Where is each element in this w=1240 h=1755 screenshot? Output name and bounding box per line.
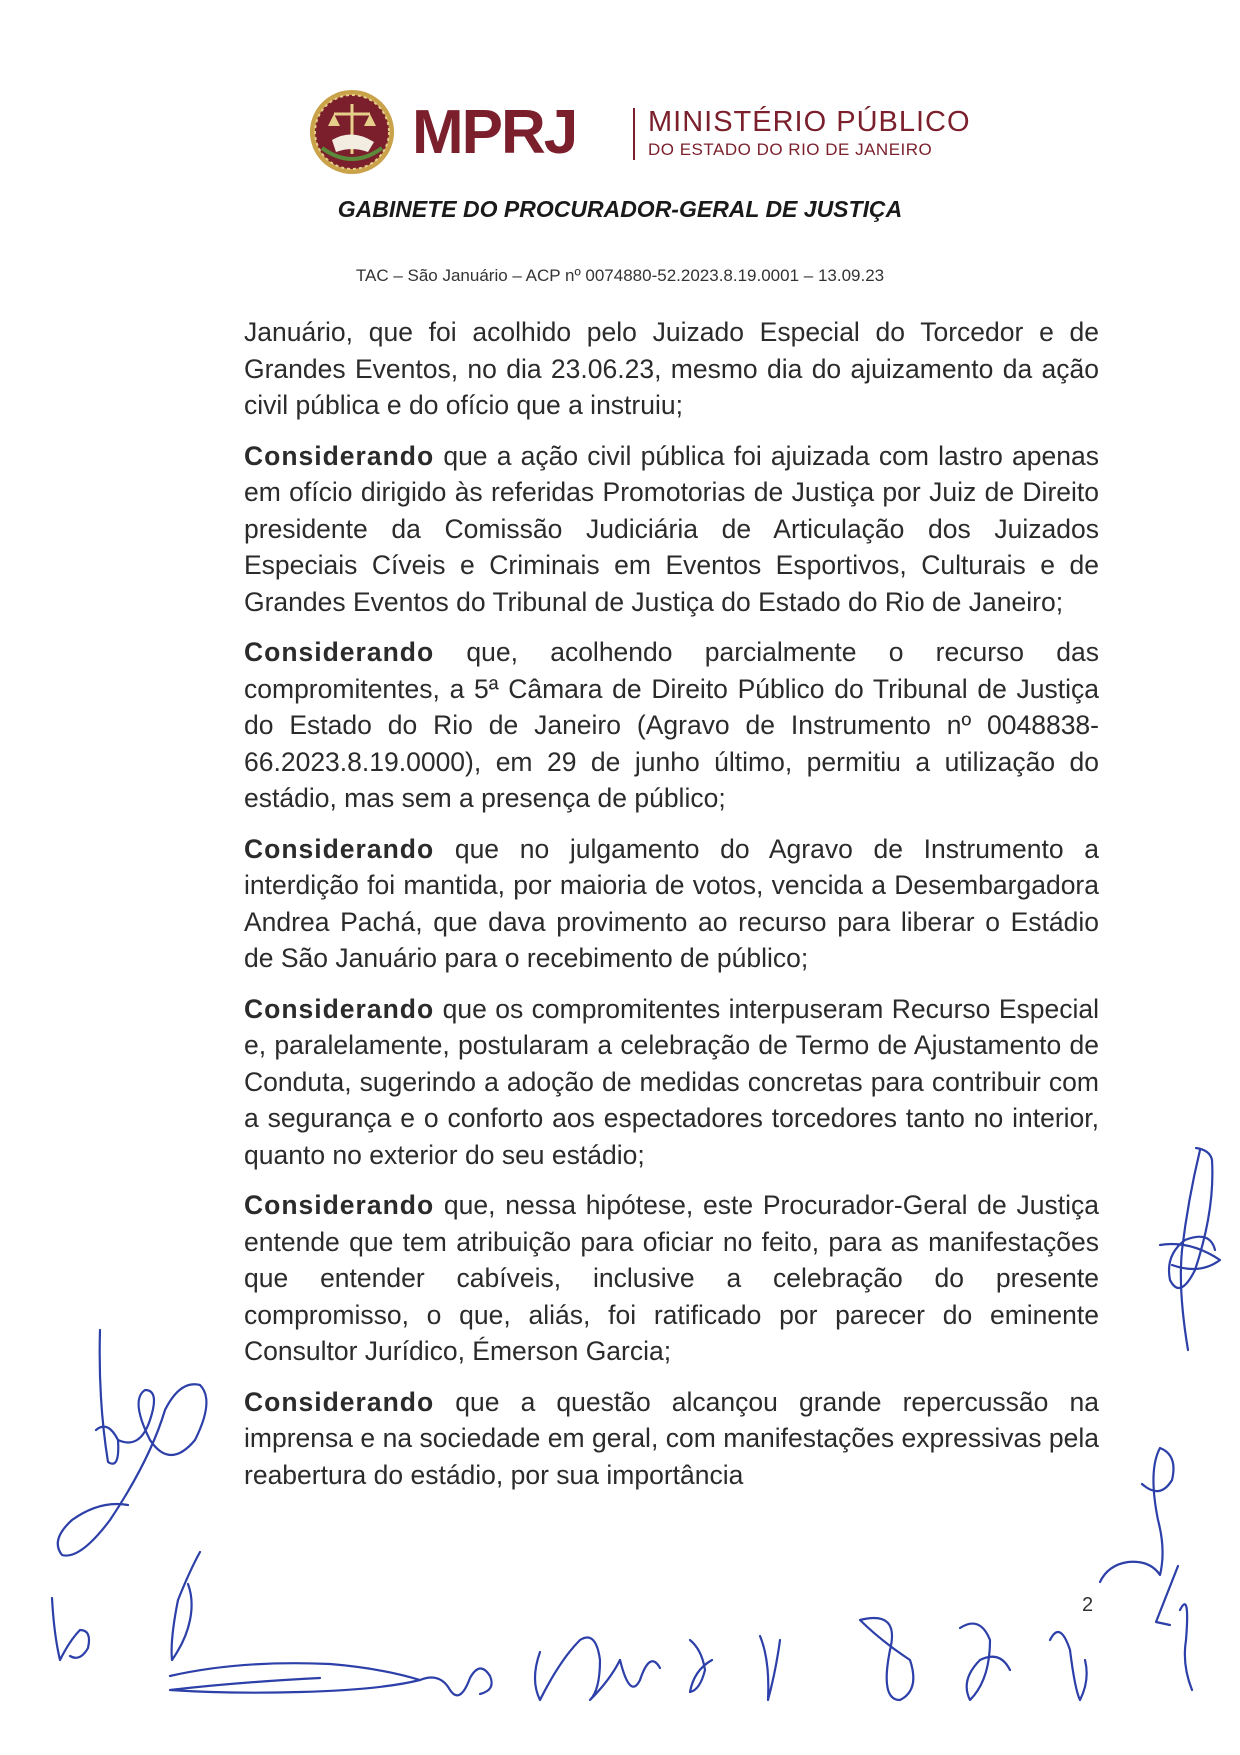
initial-mark [420,1668,492,1695]
initial-mark [58,1384,207,1555]
paragraph-text: que, acolhendo parcialmente o recurso das compromitentes, a 5ª Câmara de Direito Público do Tribunal de Justiça do Estado do Rio de Janeiro (Agravo de Instrumento nº 0048838-66.2023.8.19.0000), em 29 de junho último, permitiu a utilização do estádio, mas sem a presença de público; [244,637,1099,813]
initial-mark [96,1330,118,1464]
institution-subtitle: DO ESTADO DO RIO DE JANEIRO [648,140,933,159]
mprj-seal-icon [308,88,396,176]
paragraph [244,991,1099,1174]
initial-mark [690,1640,712,1692]
considerando-keyword: Considerando [244,993,435,1024]
initial-mark [1156,1566,1178,1625]
considerando-keyword: Considerando [244,637,435,667]
office-title: GABINETE DO PROCURADOR-GERAL DE JUSTIÇA [337,196,903,222]
initial-mark [535,1638,620,1701]
considerando-keyword: Considerando [244,1190,435,1220]
institution-name: MINISTÉRIO PÚBLICO [648,106,971,138]
initial-mark [760,1636,780,1700]
initial-mark [1160,1244,1220,1269]
paragraph-text: que a ação civil pública foi ajuizada com lastro apenas em ofício dirigido às referidas Promotorias de Justiça por Juiz de Direito presidente da Comissão Judiciária de Articulação dos Juizados Especiais Cíveis e Criminais em Eventos Esportivos, Culturais e de Grandes Eventos do Tribunal de Justiça do Estado do Rio de Janeiro; [244,440,1099,617]
brand-logo-text: MPRJ [412,98,577,167]
considerando-keyword: Considerando [244,440,435,471]
document-reference: TAC – São Januário – ACP nº 0074880-52.2023.8.19.0001 – 13.09.23 [355,266,885,285]
paragraph-text: que os compromitentes interpuseram Recurso Especial e, paralelamente, postularam a celebração de Termo de Ajustamento de Conduta, sugerindo a adoção de medidas concretas para contribuir com a segurança e o conforto aos espectadores torcedores tanto no interior, quanto no exterior do seu estádio; [244,993,1099,1170]
paragraph [244,438,1099,621]
initial-mark [620,1660,660,1687]
initial-mark [172,1552,200,1660]
initial-mark [52,1598,89,1660]
paragraph-text: que no julgamento do Agravo de Instrumento a interdição foi mantida, por maioria de votos, vencida a Desembargadora Andrea Pachá, que dava provimento ao recurso para liberar o Estádio de São Januário para o recebimento de público; [244,833,1099,973]
initial-mark [1180,1604,1192,1690]
paragraph [244,1384,1099,1494]
paragraph-text: Januário, que foi acolhido pelo Juizado Especial do Torcedor e de Grandes Eventos, no dia 23.06.23, mesmo dia do ajuizamento da ação civil pública e do ofício que a instruiu; [244,317,1099,420]
paragraph-text: que a questão alcançou grande repercussão na imprensa e na sociedade em geral, com manifestações expressivas pela reabertura do estádio, por sua importância [244,1386,1099,1490]
paragraph [244,1187,1099,1370]
considerando-keyword: Considerando [244,833,435,864]
initial-mark [170,1663,420,1692]
considerando-keyword: Considerando [244,1386,435,1417]
initial-mark [1100,1448,1174,1582]
initial-mark [960,1624,1010,1700]
initial-mark [1050,1632,1087,1700]
initial-mark [1181,1150,1200,1350]
paragraph [244,831,1099,977]
paragraph [244,314,1099,424]
paragraph [244,634,1099,817]
initial-mark [860,1618,913,1700]
paragraph-text: que, nessa hipótese, este Procurador-Geral de Justiça entende que tem atribuição para oficiar no feito, para as manifestações que entender cabíveis, inclusive a celebração do presente compromisso, o que, aliás, foi ratificado por parecer do eminente Consultor Jurídico, Émerson Garcia; [244,1190,1099,1366]
initial-mark [1169,1148,1215,1288]
brand-divider [633,108,635,160]
letterhead [0,82,1240,192]
page-number: 2 [1082,1594,1094,1616]
document-body [244,314,1099,1507]
